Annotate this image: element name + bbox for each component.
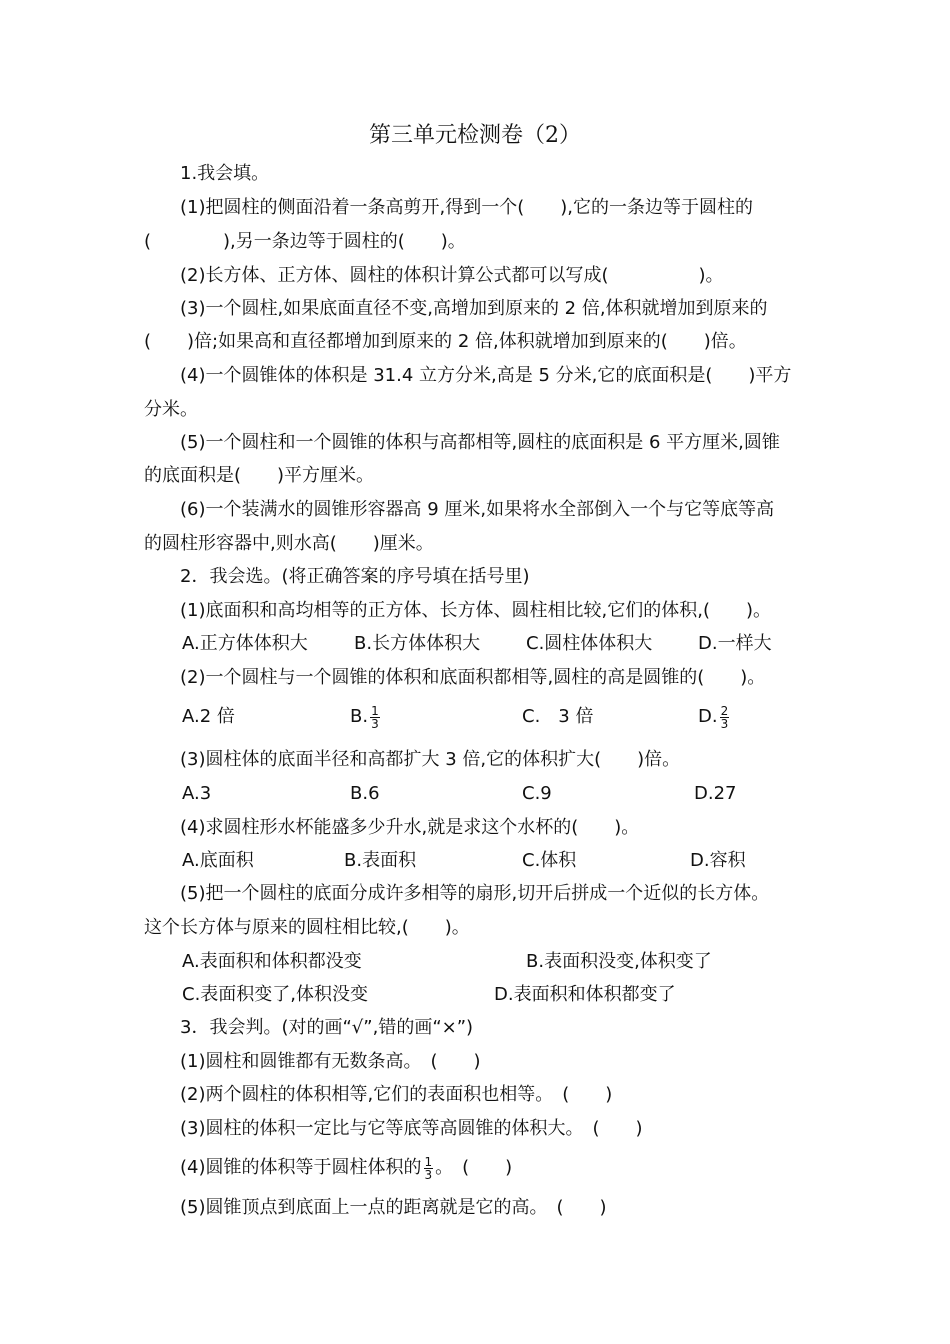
choice-q4-option-a: A.底面积 <box>182 850 254 871</box>
choice-question-1: (1)底面积和高均相等的正方体、长方体、圆柱相比较,它们的体积,( )。 <box>180 600 771 621</box>
choice-question-5-line1: (5)把一个圆柱的底面分成许多相等的扇形,切开后拼成一个近似的长方体。 <box>180 883 770 904</box>
choice-q4-option-b: B.表面积 <box>344 850 417 871</box>
choice-q3-option-d: D.27 <box>694 783 737 804</box>
fraction-denominator: 3 <box>424 1167 433 1182</box>
choice-q1-option-a: A.正方体体积大 <box>182 633 308 654</box>
choice-q5-option-b: B.表面积没变,体积变了 <box>526 951 712 972</box>
choice-q3-option-a: A.3 <box>182 783 212 804</box>
choice-q2-option-c: C. 3 倍 <box>522 706 594 727</box>
choice-q2-option-d <box>698 704 731 730</box>
fill-question-4-line2: 分米。 <box>144 399 198 420</box>
choice-q4-option-c: C.体积 <box>522 850 577 871</box>
option-d-label: D. <box>698 706 718 727</box>
option-b-label: B. <box>350 706 369 727</box>
judge-question-5: (5)圆锥顶点到底面上一点的距离就是它的高。 ( ) <box>180 1197 607 1218</box>
fraction-denominator: 3 <box>720 716 729 731</box>
fraction-one-third <box>424 1156 434 1181</box>
fill-question-6-line2: 的圆柱形容器中,则水高( )厘米。 <box>144 533 434 554</box>
section2-heading: 2．我会选。(将正确答案的序号填在括号里) <box>180 566 530 587</box>
fraction-one-third <box>370 705 380 730</box>
choice-question-4: (4)求圆柱形水杯能盛多少升水,就是求这个水杯的( )。 <box>180 817 640 838</box>
fill-question-3-line2: ( )倍;如果高和直径都增加到原来的 2 倍,体积就增加到原来的( )倍。 <box>144 331 747 352</box>
fraction-numerator: 2 <box>720 703 729 718</box>
fraction-numerator: 1 <box>371 703 379 718</box>
choice-question-2: (2)一个圆柱与一个圆锥的体积和底面积都相等,圆柱的高是圆锥的( )。 <box>180 667 766 688</box>
choice-q5-option-a: A.表面积和体积都没变 <box>182 951 362 972</box>
section3-heading: 3．我会判。(对的画“√”,错的画“×”) <box>180 1017 474 1038</box>
judge-q4-suffix: 。 ( ) <box>435 1157 513 1178</box>
choice-q5-option-c: C.表面积变了,体积没变 <box>182 984 369 1005</box>
judge-question-1: (1)圆柱和圆锥都有无数条高。 ( ) <box>180 1051 481 1072</box>
fill-question-1-line2: ( ),另一条边等于圆柱的( )。 <box>144 231 466 252</box>
choice-q2-option-a: A.2 倍 <box>182 706 235 727</box>
judge-question-4 <box>180 1155 950 1181</box>
fill-question-3-line1: (3)一个圆柱,如果底面直径不变,高增加到原来的 2 倍,体积就增加到原来的 <box>180 298 768 319</box>
choice-q1-option-b: B.长方体体积大 <box>354 633 481 654</box>
fill-question-6-line1: (6)一个装满水的圆锥形容器高 9 厘米,如果将水全部倒入一个与它等底等高 <box>180 499 775 520</box>
fill-question-2: (2)长方体、正方体、圆柱的体积计算公式都可以写成( )。 <box>180 265 724 286</box>
section1-heading: 1.我会填。 <box>180 163 270 184</box>
fill-question-4-line1: (4)一个圆锥体的体积是 31.4 立方分米,高是 5 分米,它的底面积是( )平方 <box>180 365 792 386</box>
page-title: 第三单元检测卷（2） <box>369 123 581 148</box>
choice-q5-option-d: D.表面积和体积都变了 <box>494 984 676 1005</box>
fraction-denominator: 3 <box>371 716 379 731</box>
fraction-numerator: 1 <box>424 1154 433 1169</box>
fraction-two-thirds <box>720 705 730 730</box>
choice-q4-option-d: D.容积 <box>690 850 746 871</box>
judge-q4-prefix: (4)圆锥的体积等于圆柱体积的 <box>180 1157 422 1178</box>
choice-question-3: (3)圆柱体的底面半径和高都扩大 3 倍,它的体积扩大( )倍。 <box>180 749 681 770</box>
judge-question-2: (2)两个圆柱的体积相等,它们的表面积也相等。 ( ) <box>180 1084 613 1105</box>
choice-q3-option-b: B.6 <box>350 783 380 804</box>
choice-q3-option-c: C.9 <box>522 783 552 804</box>
choice-q1-option-c: C.圆柱体体积大 <box>526 633 653 654</box>
choice-q2-option-b <box>350 704 382 730</box>
fill-question-5-line2: 的底面积是( )平方厘米。 <box>144 465 375 486</box>
fill-question-5-line1: (5)一个圆柱和一个圆锥的体积与高都相等,圆柱的底面积是 6 平方厘米,圆锥 <box>180 432 780 453</box>
fill-question-1-line1: (1)把圆柱的侧面沿着一条高剪开,得到一个( ),它的一条边等于圆柱的 <box>180 197 753 218</box>
choice-q1-option-d: D.一样大 <box>698 633 772 654</box>
choice-question-5-line2: 这个长方体与原来的圆柱相比较,( )。 <box>144 917 470 938</box>
judge-question-3: (3)圆柱的体积一定比与它等底等高圆锥的体积大。 ( ) <box>180 1118 643 1139</box>
